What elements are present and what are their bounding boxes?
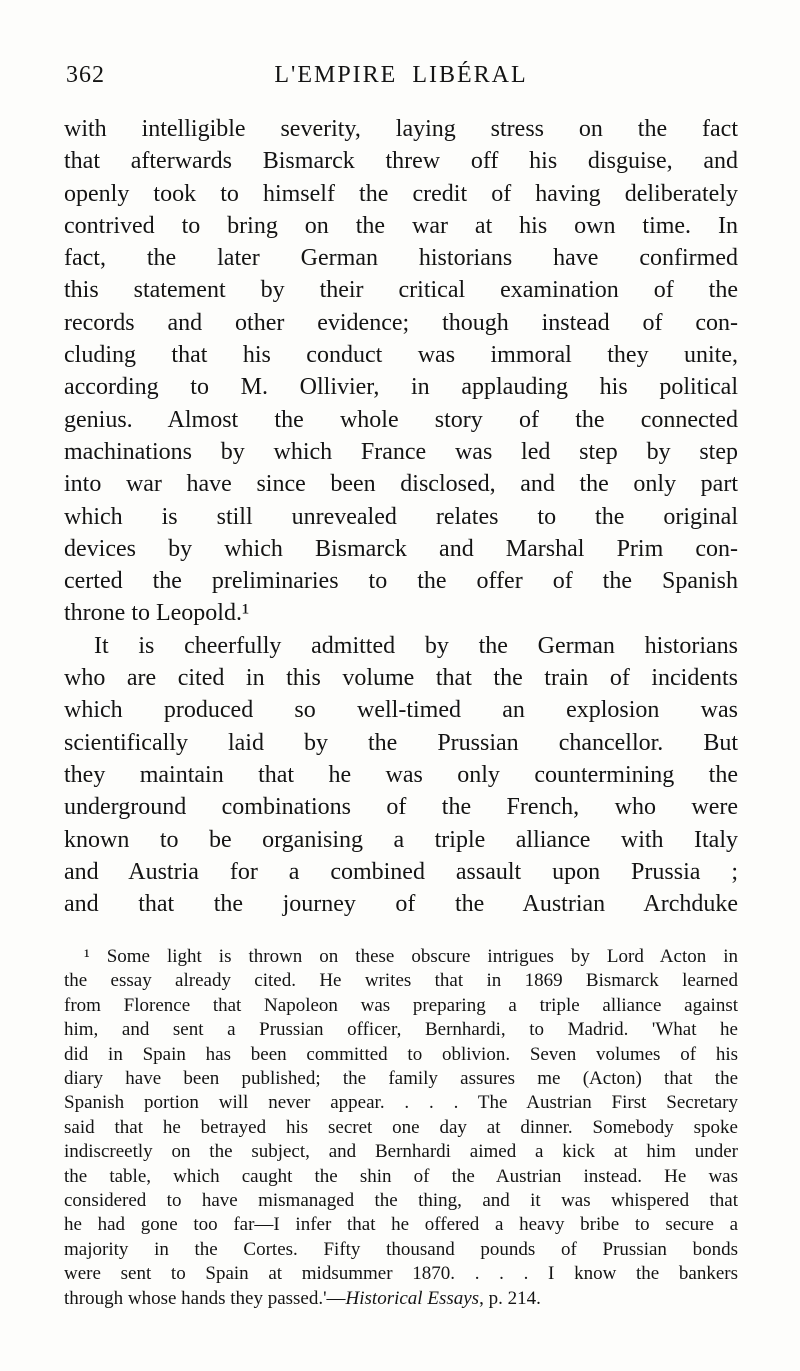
- footnote-line: said that he betrayed his secret one day at dinner. Somebody spoke: [64, 1116, 738, 1138]
- footnote-line: considered to have mismanaged the thing, and it was whispered that: [64, 1190, 738, 1212]
- text-line: contrived to bring on the war at his own time. In: [64, 212, 738, 239]
- text-line: machinations by which France was led step by step: [64, 438, 738, 465]
- text-line: cluding that his conduct was immoral they unite,: [64, 342, 738, 369]
- text-line: which produced so well-timed an explosion was: [64, 697, 738, 724]
- footnote-line: him, and sent a Prussian officer, Bernhardi, to Madrid. 'What he: [64, 1019, 738, 1041]
- main-text: [64, 113, 738, 920]
- text-line: certed the preliminaries to the offer of the Spanish: [64, 568, 738, 595]
- footnote-line: the essay already cited. He writes that in 1869 Bismarck learned: [64, 970, 738, 992]
- text-line: this statement by their critical examination of the: [64, 277, 738, 304]
- text-line: It is cheerfully admitted by the German historians: [94, 632, 738, 659]
- text-line: throne to Leopold.¹: [64, 600, 250, 627]
- page-header: [64, 62, 738, 92]
- text-line: scientifically laid by the Prussian chancellor. But: [64, 729, 738, 756]
- text-segment: , p. 214.: [479, 1287, 541, 1309]
- text-line: which is still unrevealed relates to the original: [64, 503, 738, 530]
- cited-work-title: Historical Essays: [345, 1287, 480, 1309]
- page-number: 362: [66, 62, 105, 88]
- footnote-line: diary have been published; the family assures me (Acton) that the: [64, 1068, 738, 1090]
- footnote: [64, 945, 738, 1311]
- text-line: fact, the later German historians have confirmed: [64, 245, 738, 272]
- footnote-line: indiscreetly on the subject, and Bernhardi aimed a kick at him under: [64, 1141, 738, 1163]
- text-line: with intelligible severity, laying stress on the fact: [64, 116, 738, 142]
- text-line: genius. Almost the whole story of the connected: [64, 406, 738, 433]
- footnote-line: he had gone too far—I infer that he offered a heavy bribe to secure a: [64, 1214, 738, 1236]
- footnote-line: from Florence that Napoleon was preparing a triple alliance against: [64, 994, 738, 1016]
- footnote-line: the table, which caught the shin of the Austrian instead. He was: [64, 1165, 738, 1187]
- text-line: that afterwards Bismarck threw off his disguise, and: [64, 148, 738, 175]
- text-line: and Austria for a combined assault upon Prussia ;: [64, 858, 738, 885]
- text-line: according to M. Ollivier, in applauding his political: [64, 374, 738, 401]
- text-line: openly took to himself the credit of having deliberately: [64, 180, 738, 207]
- paragraph-1: [64, 113, 738, 630]
- text-line: records and other evidence; though instead of con-: [64, 309, 738, 336]
- text-line: known to be organising a triple alliance with Italy: [64, 826, 738, 853]
- text-line: into war have since been disclosed, and the only part: [64, 471, 738, 498]
- text-segment: through whose hands they passed.'—: [64, 1287, 346, 1309]
- footnote-line: were sent to Spain at midsummer 1870. . . . I know the bankers: [64, 1263, 738, 1285]
- text-line: they maintain that he was only countermining the: [64, 761, 738, 788]
- running-title: L'EMPIRE LIBÉRAL: [274, 62, 528, 88]
- paragraph-2: [64, 630, 738, 921]
- text-line: devices by which Bismarck and Marshal Prim con-: [64, 535, 738, 562]
- footnote-line: did in Spain has been committed to oblivion. Seven volumes of his: [64, 1043, 738, 1065]
- footnote-line: [64, 1287, 738, 1311]
- footnote-line: majority in the Cortes. Fifty thousand pounds of Prussian bonds: [64, 1238, 738, 1260]
- text-line: underground combinations of the French, who were: [64, 794, 738, 821]
- text-line: and that the journey of the Austrian Archduke: [64, 891, 738, 918]
- text-line: who are cited in this volume that the train of incidents: [64, 665, 738, 692]
- footnote-line: ¹ Some light is thrown on these obscure intrigues by Lord Acton in: [84, 946, 738, 967]
- footnote-line: Spanish portion will never appear. . . . The Austrian First Secretary: [64, 1092, 738, 1114]
